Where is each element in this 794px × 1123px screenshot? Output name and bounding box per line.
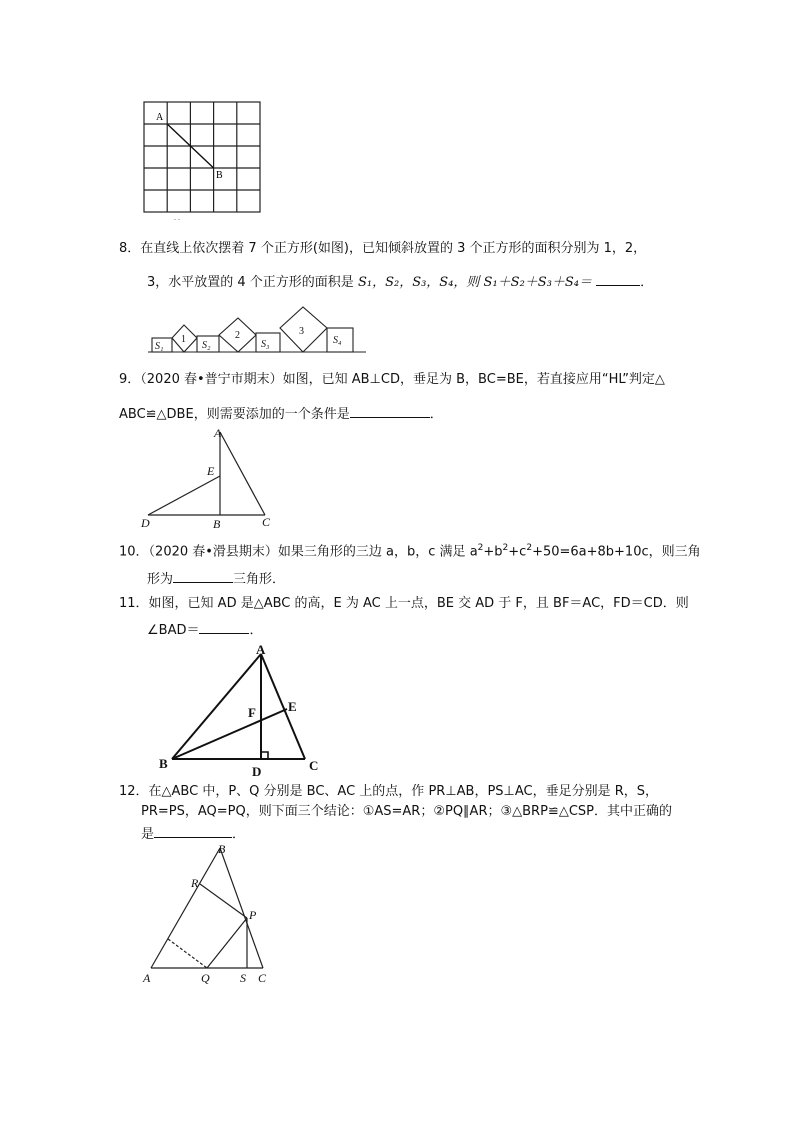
q10-text-suffix: +50=6a+8b+10c，则三角 [532,544,701,560]
q11-line1 [119,595,689,613]
q11-figure [155,642,330,780]
q8-line2 [147,271,653,292]
label-s4: S₄ [333,335,342,346]
label-3: 3 [299,326,304,337]
q10-text2: 形为 [147,572,174,587]
q9-text2: ABC≌△DBE，则需要添加的一个条件是 [119,407,350,422]
q8-answer-blank[interactable] [596,271,640,286]
q10-text-b: +b [483,544,503,560]
q8-number: 8． [119,241,141,256]
q9-text1: 9．（2020 春•普宁市期末）如图，已知 AB⊥CD，垂足为 B，BC=BE，若直接应用“HL”判定△ [119,372,665,387]
q8-squares-figure [146,304,368,356]
q11-label-e: E [288,699,297,714]
q12-label-p: P [249,908,257,922]
label-s1: S₁ [155,341,164,352]
q12-label-q: Q [201,971,210,985]
q12-end: ． [232,827,246,842]
q12-label-s: S [240,971,246,985]
q12-text2: PR=PS，AQ=PQ，则下面三个结论：①AS=AR；②PQ∥AR；③△BRP≌△CSP．其中正确的 [141,804,672,819]
label-2: 2 [235,330,240,341]
q10-answer-blank[interactable] [173,568,233,583]
q12-figure [138,840,278,990]
q12-label-r: R [191,876,199,890]
q11-end: ． [249,623,263,638]
q8-formula: S₁，S₂，S₃，S₄，则 S₁＋S₂＋S₃＋S₄＝ [357,275,593,290]
q12-label-a: A [143,971,151,985]
q9-label-d: D [141,516,150,530]
q10-sup-a: 2 [477,543,484,553]
q11-text2: ∠BAD＝ [147,623,200,638]
q9-label-a: A [214,426,222,440]
label-s2: S₂ [202,340,211,351]
q9-figure [138,424,278,532]
grid-figure [140,98,265,220]
q10-text2-end: 三角形． [233,572,286,587]
q12-text3: 是 [141,827,155,842]
grid-label-a: A [156,112,164,123]
q11-label-c: C [309,758,319,773]
q9-answer-blank[interactable] [350,403,430,418]
q10-sup-c: 2 [526,543,533,553]
q9-label-e: E [207,464,215,478]
q11-label-b: B [159,756,168,771]
q10-line1 [119,539,701,561]
q12-text1: 12．在△ABC 中，P、Q 分别是 BC、AC 上的点，作 PR⊥AB，PS⊥AC，垂足分别是 R，S， [119,784,659,799]
q12-label-c: C [258,971,267,985]
q12-label-b: B [218,842,226,856]
grid-label-b: B [216,170,223,181]
q8-text1: 在直线上依次摆着 7 个正方形(如图)，已知倾斜放置的 3 个正方形的面积分别为 1，2， [140,241,647,256]
q10-sup-b: 2 [502,543,509,553]
label-s3: S₃ [261,339,270,350]
q11-answer-blank[interactable] [199,619,249,634]
q9-label-c: C [262,515,271,529]
q10-text-c: +c [508,544,527,560]
q9-end: ． [429,407,443,422]
q10-text-prefix: 10．（2020 春•滑县期末）如果三角形的三边 a，b，c 满足 a [119,544,478,560]
q11-label-a: A [256,642,266,657]
q8-end: ． [640,275,654,290]
q11-label-f: F [248,705,256,720]
q8-text2: 3，水平放置的 4 个正方形的面积是 [147,275,354,290]
q12-answer-blank[interactable] [154,823,232,838]
q9-line1 [119,371,665,389]
q11-label-d: D [252,764,262,779]
label-1: 1 [181,334,186,345]
right-angle-mark [261,752,268,759]
q11-line2 [147,619,263,640]
q9-label-b: B [213,517,221,531]
q12-line1 [119,783,658,801]
q9-line2 [119,403,443,424]
q11-text1: 11．如图，已知 AD 是△ABC 的高，E 为 AC 上一点，BE 交 AD 于 F，且 BF＝AC，FD＝CD．则 [119,596,689,611]
q8-line1 [119,240,646,258]
q12-line2 [141,803,672,821]
grid-dots: . . [174,213,180,220]
q10-line2 [147,568,285,589]
